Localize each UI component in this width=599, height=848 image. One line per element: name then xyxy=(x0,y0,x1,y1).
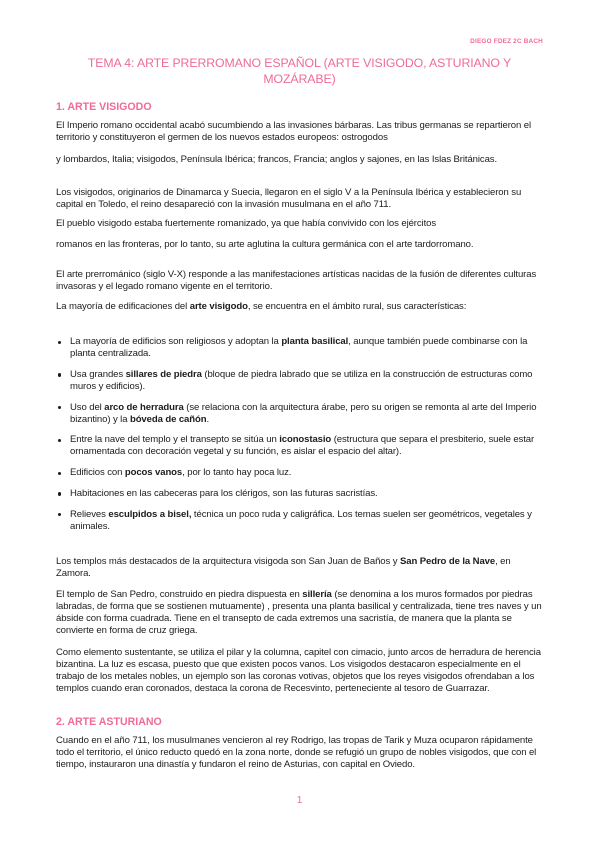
section-heading-visigodo: 1. ARTE VISIGODO xyxy=(56,101,152,113)
list-item: Relieves esculpidos a bisel, técnica un poco ruda y caligráfica. Los temas suelen ser geométricos, vegetales y animales. xyxy=(56,509,544,533)
bullet-icon xyxy=(58,406,61,409)
list-item: Habitaciones en las cabeceras para los clérigos, son las futuras sacristías. xyxy=(56,488,544,500)
paragraph: El arte prerrománico (siglo V-X) responde a las manifestaciones artísticas nacidas de la fusión de diferentes culturas invasoras y el legado romano vigente en el territorio. xyxy=(56,269,537,293)
author-header: DIEGO FDEZ 2C BACH xyxy=(470,38,543,45)
paragraph: Los visigodos, originarios de Dinamarca y Suecia, llegaron en el siglo V a la Península Ibérica y establecieron su capital en Toledo, el reino desapareció con la invasión musulmana en el año 711. xyxy=(56,187,522,211)
temples-paragraph: Los templos más destacados de la arquitectura visigoda son San Juan de Baños y San Pedro de la Nave, en Zamora. xyxy=(56,556,511,580)
closing-paragraph: Como elemento sustentante, se utiliza el pilar y la columna, capitel con cimacio, junto arcos de herradura de herencia bizantina. La luz es escasa, puesto que que existen pocos vanos. Los visigodos destacaron especialmente en el trabajo de los metales nobles, un ejemplo son las coronas votivas, objetos que los reyes visigodos ofrendaban a los templos cuando eran coronados, destaca la corona de Recesvinto, perteneciente al tesoro de Guarrazar. xyxy=(56,647,541,695)
bullet-icon xyxy=(58,472,61,475)
list-item: Edificios con pocos vanos, por lo tanto hay poca luz. xyxy=(56,467,544,479)
list-item: Entre la nave del templo y el transepto se sitúa un iconostasio (estructura que separa el presbiterio, suele estar ornamentada con decoración vegetal y su función, es aislar el espacio del altar). xyxy=(56,434,544,458)
bullet-icon xyxy=(58,492,61,495)
san-pedro-paragraph: El templo de San Pedro, construido en piedra dispuesta en sillería (se denomina a los muros formados por piedras labradas, de forma que se sostienen mutuamente) , presenta una planta basilical y centralizada, tiene tres naves y un ábside con forma cuadrada. Tiene en el transepto de cada extremos una sacristía, de manera que la planta se convierte en forma de cruz griega. xyxy=(56,589,542,637)
section-heading-asturiano: 2. ARTE ASTURIANO xyxy=(56,716,162,728)
document-title: TEMA 4: ARTE PRERROMANO ESPAÑOL (ARTE VISIGODO, ASTURIANO Y MOZÁRABE) xyxy=(87,56,512,86)
intro-paragraph: La mayoría de edificaciones del arte visigodo, se encuentra en el ámbito rural, sus características: xyxy=(56,301,467,312)
paragraph: El Imperio romano occidental acabó sucumbiendo a las invasiones bárbaras. Las tribus germanas se repartieron el territorio y constituyeron el germen de los nuevos estados europeos: ostrogodos xyxy=(56,120,531,144)
page-number: 1 xyxy=(296,795,303,806)
bullet-icon xyxy=(58,513,61,516)
list-item: Uso del arco de herradura (se relaciona con la arquitectura árabe, pero su origen se remonta al arte del Imperio bizantino) y la bóveda de cañón. xyxy=(56,402,544,426)
paragraph: romanos en las fronteras, por lo tanto, su arte aglutina la cultura germánica con el arte tardorromano. xyxy=(56,239,474,250)
list-item: Usa grandes sillares de piedra (bloque de piedra labrado que se utiliza en la construcción de estructuras como muros y edificios). xyxy=(56,369,544,393)
bullet-icon xyxy=(58,373,61,376)
asturian-paragraph: Cuando en el año 711, los musulmanes vencieron al rey Rodrigo, las tropas de Tarik y Muza ocuparon rápidamente todo el territorio, el único reducto quedó en la zona norte, donde se refugió un grupo de nobles visigodos, que con el tiempo, instauraron una dinastía y fundaron el reino de Asturias, con capital en Oviedo. xyxy=(56,735,537,771)
list-item: La mayoría de edificios son religiosos y adoptan la planta basilical, aunque también puede combinarse con la planta centralizada. xyxy=(56,336,544,360)
bullet-icon xyxy=(58,341,61,344)
paragraph: El pueblo visigodo estaba fuertemente romanizado, ya que había convivido con los ejércitos xyxy=(56,218,437,229)
paragraph: y lombardos, Italia; visigodos, Península Ibérica; francos, Francia; anglos y sajones, en las Islas Británicas. xyxy=(56,154,498,165)
characteristics-list xyxy=(56,336,544,541)
bullet-icon xyxy=(58,439,61,442)
